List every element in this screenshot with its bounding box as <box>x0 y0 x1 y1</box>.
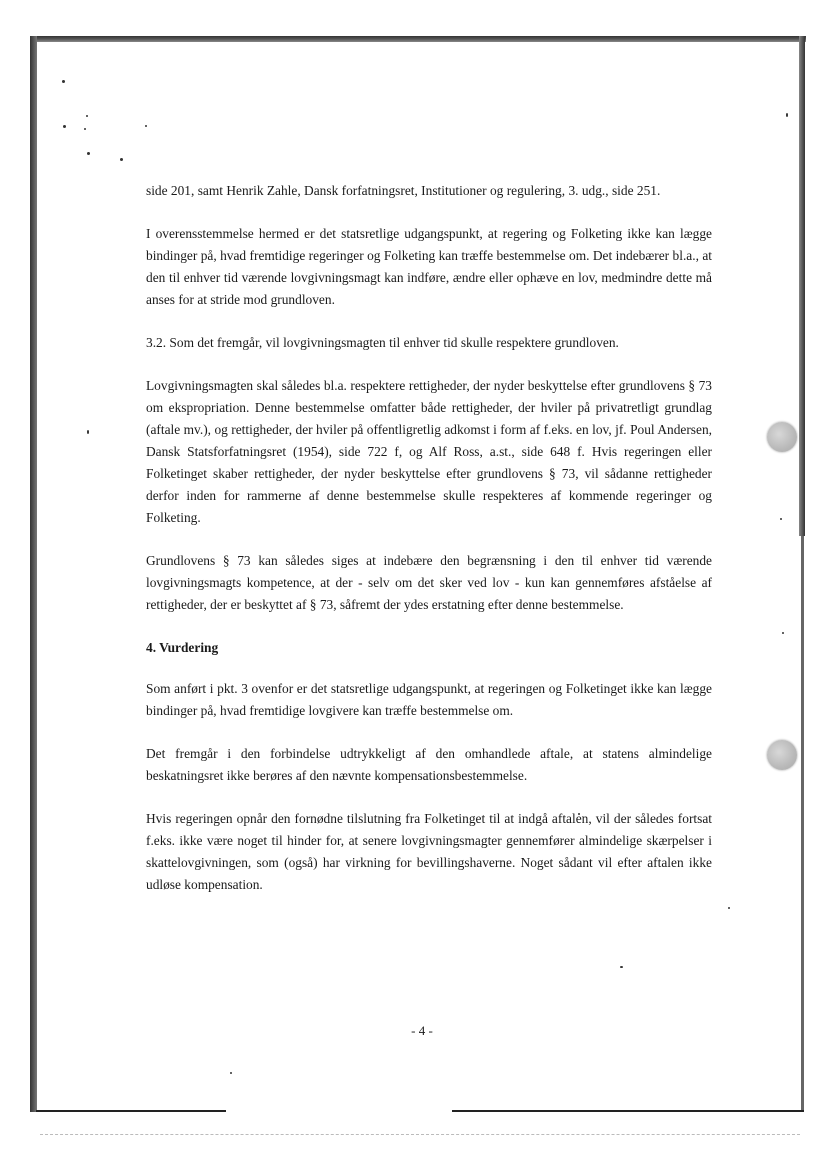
paragraph-assessment-starting-point: Som anført i pkt. 3 ovenfor er det statsretlige udgangspunkt, at regeringen og Folketinget ikke kan lægge bindinger på, hvad fremtidige lovgivere kan træffe bestemmelse om. <box>146 681 712 718</box>
scan-speck <box>84 128 86 130</box>
scan-border-left <box>30 36 37 1112</box>
scan-speck <box>120 158 123 161</box>
section-heading-vurdering: 4. Vurdering <box>146 640 219 655</box>
scan-speck <box>780 518 782 520</box>
scan-border-top <box>30 36 806 42</box>
document-body <box>146 180 712 917</box>
page-number: - 4 - <box>411 1023 433 1038</box>
paragraph-reference-continuation: side 201, samt Henrik Zahle, Dansk forfatningsret, Institutioner og regulering, 3. udg., side 251. <box>146 183 661 198</box>
punch-hole-upper <box>767 422 797 452</box>
scan-speck <box>87 152 90 155</box>
scan-border-right <box>799 36 805 536</box>
paragraph-future-legislation: Hvis regeringen opnår den fornødne tilslutning fra Folketinget til at indgå aftalen, vil der således fortsat f.eks. ikke være noget til hinder for, at senere lovgivningsmagter gennemfører almindelige skærpelser i skattelovgivningen, som (også) har virkning for bevillingshaverne. Noget sådant vil efter aftalen ikke udløse kompensation. <box>146 811 712 892</box>
scan-speck <box>87 430 89 434</box>
paragraph-constitutional-starting-point: I overensstemmelse hermed er det statsretlige udgangspunkt, at regering og Folketing ikke kan lægge bindinger på, hvad fremtidige regeringer og Folketing kan træffe bestemmelse om. Det indebærer bl.a., at den til enhver tid værende lovgivningsmagt kan indføre, ændre eller ophæve en lov, medmindre dette må anses for at stride mod grundloven. <box>146 226 712 307</box>
scan-speck <box>145 125 147 127</box>
scan-border-right-lower <box>801 536 804 1112</box>
scan-speck <box>620 966 623 968</box>
scan-border-bottom-left <box>36 1110 226 1112</box>
punch-hole-lower <box>767 740 797 770</box>
paragraph-section-73-limitation: Grundlovens § 73 kan således siges at indebære den begrænsning i den til enhver tid værende lovgivningsmagts kompetence, at der - selv om det sker ved lov - kun kan gennemføres afståelse af rettigheder, der er beskyttet af § 73, såfremt der ydes erstatning efter denne bestemmelse. <box>146 553 712 612</box>
scan-speck <box>230 1072 232 1074</box>
scan-border-bottom-right <box>452 1110 804 1112</box>
scan-speck <box>786 113 788 117</box>
paragraph-expropriation-rights: Lovgivningsmagten skal således bl.a. respektere rettigheder, der nyder beskyttelse efter grundlovens § 73 om ekspropriation. Denne bestemmelse omfatter både rettigheder, der hviler på privatretligt grundlag (aftale mv.), og rettigheder, der hviler på offentligretlig adkomst i form af f.eks. en lov, jf. Poul Andersen, Dansk Statsforfatningsret (1954), side 722 f, og Alf Ross, a.st., side 648 f. Hvis regeringen eller Folketinget skaber rettigheder, der nyder beskyttelse efter grundlovens § 73, vil sådanne rettigheder derfor inden for rammerne af denne bestemmelse skulle respekteres af kommende regeringer og Folketing. <box>146 378 712 525</box>
scan-speck <box>728 907 730 909</box>
scan-speck <box>86 115 88 117</box>
paragraph-section-3-2: 3.2. Som det fremgår, vil lovgivningsmagten til enhver tid skulle respektere grundloven. <box>146 335 619 350</box>
scan-speck <box>63 125 66 128</box>
scan-speck <box>62 80 65 83</box>
paragraph-taxation-right: Det fremgår i den forbindelse udtrykkeligt af den omhandlede aftale, at statens almindelige beskatningsret ikke berøres af den nævnte kompensationsbestemmelse. <box>146 746 712 783</box>
scan-speck <box>782 632 784 634</box>
scan-dash-line <box>40 1134 800 1135</box>
